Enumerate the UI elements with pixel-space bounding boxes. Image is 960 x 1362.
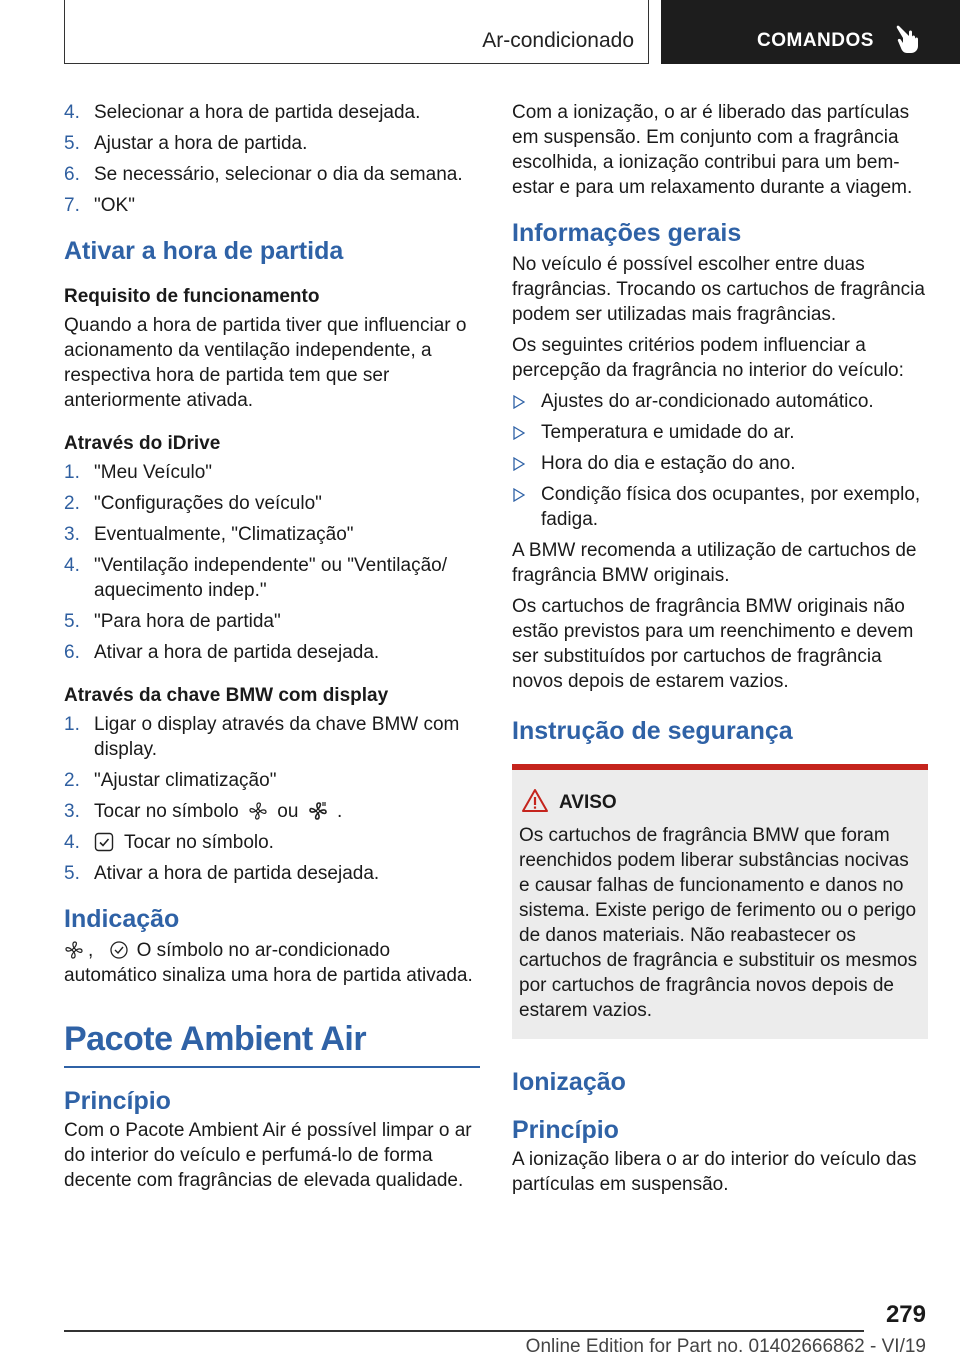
key-steps-list — [64, 712, 480, 886]
info-heading: Informações gerais — [512, 219, 742, 247]
warning-title: AVISO — [559, 790, 921, 815]
list-item: 4. Selecionar a hora de partida desejada. — [64, 102, 421, 123]
list-item: Ajustes do ar-condicionado automático. — [512, 389, 928, 414]
header-section-box — [64, 0, 649, 64]
steps-top-list — [64, 100, 480, 218]
triangle-bullet-icon — [513, 488, 525, 502]
idrive-steps-list — [64, 460, 480, 665]
info-paragraph: Os cartuchos de fragrância BMW originais não estão previstos para um reenchimento e devem ser substituídos por cartuchos de fragrância novos depois de estarem vazios. — [512, 596, 914, 692]
info-paragraph: No veículo é possível escolher entre duas fragrâncias. Trocando os cartuchos de fragrância podem ser utilizadas mais fragrâncias. — [512, 254, 925, 325]
footer-edition: Online Edition for Part no. 01402666862 - VI/19 — [525, 1336, 926, 1357]
list-item: Temperatura e umidade do ar. — [512, 420, 928, 445]
info-paragraph: A BMW recomenda a utilização de cartuchos de fragrância BMW originais. — [512, 540, 917, 586]
warning-triangle-icon — [521, 788, 549, 813]
note-heading: Indicação — [64, 905, 180, 933]
activate-heading: Ativar a hora de partida — [64, 237, 344, 265]
pointing-hand-icon — [895, 24, 921, 54]
left-column — [64, 100, 480, 1199]
fan-icon — [248, 801, 268, 821]
fan-heat-icon — [308, 801, 328, 821]
principle-text: Com o Pacote Ambient Air é possível limpar o ar do interior do veículo e perfumá-lo de forma decente com fragrâncias de elevada qualidade. — [64, 1119, 472, 1191]
right-column — [512, 100, 928, 1203]
idrive-heading: Através do iDrive — [64, 433, 221, 454]
criteria-list — [512, 389, 928, 532]
footer-rule — [64, 1330, 864, 1332]
list-item: 3. Eventualmente, "Climatização" — [64, 524, 354, 545]
list-item: 4. Tocar no símbolo. — [64, 832, 274, 853]
requirement-text: Quando a hora de partida tiver que influenciar o acionamento da ventilação independente, a respectiva hora de partida tem que ser anteriormente ativada. — [64, 315, 467, 411]
list-item: Condição física dos ocupantes, por exemplo, fadiga. — [512, 482, 928, 532]
list-item: 4. "Ventilação independente" ou "Ventilação/ aquecimento indep." — [64, 555, 448, 601]
principle-heading: Princípio — [64, 1086, 171, 1115]
list-item: 1. Ligar o display através da chave BMW com display. — [64, 714, 460, 760]
list-item: 3. Tocar no símbolo ou . — [64, 801, 343, 822]
header-section-title: Ar-condicionado — [482, 29, 634, 52]
info-paragraph: Os seguintes critérios podem influenciar a percepção da fragrância no interior do veículo: — [512, 335, 904, 381]
pack-heading: Pacote Ambient Air — [64, 1020, 367, 1058]
check-box-icon — [94, 832, 114, 852]
list-item: Hora do dia e estação do ano. — [512, 451, 928, 476]
ionization-heading: Ionização — [512, 1068, 626, 1096]
list-item: 7. "OK" — [64, 195, 135, 216]
list-item: 6. Se necessário, selecionar o dia da semana. — [64, 164, 463, 185]
key-heading: Através da chave BMW com display — [64, 685, 389, 706]
heading-rule — [64, 1066, 480, 1068]
header-chapter-tab[interactable] — [661, 0, 960, 64]
list-item: 2. "Ajustar climatização" — [64, 770, 277, 791]
ionization-principle-heading: Princípio — [512, 1116, 619, 1144]
clock-check-icon — [109, 940, 129, 960]
note-text: , O símbolo no ar-condicionado automático sinaliza uma hora de partida ativada. — [64, 940, 473, 986]
triangle-bullet-icon — [513, 426, 525, 440]
ionization-text: A ionização libera o ar do interior do veículo das partículas em suspensão. — [512, 1149, 917, 1195]
ionization-intro: Com a ionização, o ar é liberado das partículas em suspensão. Em conjunto com a fragrância escolhida, a ionização contribui para um bem-estar e para um relaxamento durante a viagem. — [512, 102, 913, 198]
triangle-bullet-icon — [513, 457, 525, 471]
safety-heading: Instrução de segurança — [512, 717, 793, 745]
list-item: 5. Ajustar a hora de partida. — [64, 133, 308, 154]
page-number: 279 — [885, 1301, 926, 1328]
warning-box — [512, 764, 928, 1039]
triangle-bullet-icon — [513, 395, 525, 409]
requirement-heading: Requisito de funcionamento — [64, 286, 320, 307]
list-item: 2. "Configurações do veículo" — [64, 493, 322, 514]
list-item: 5. "Para hora de partida" — [64, 611, 281, 632]
warning-text: Os cartuchos de fragrância BMW que foram reenchidos podem liberar substâncias nocivas e causar falhas de funcionamento e danos no sistema. Existe perigo de ferimento ou o perigo de danos materiais. Não reabastecer os cartuchos de fragrância e substituir os mesmos por cartuchos de fragrância novos depois de estarem vazios. — [519, 825, 918, 1021]
header-chapter-title: COMANDOS — [757, 30, 874, 51]
fan-icon — [64, 940, 84, 960]
list-item: 6. Ativar a hora de partida desejada. — [64, 642, 380, 663]
list-item: 1. "Meu Veículo" — [64, 462, 213, 483]
list-item: 5. Ativar a hora de partida desejada. — [64, 863, 380, 884]
